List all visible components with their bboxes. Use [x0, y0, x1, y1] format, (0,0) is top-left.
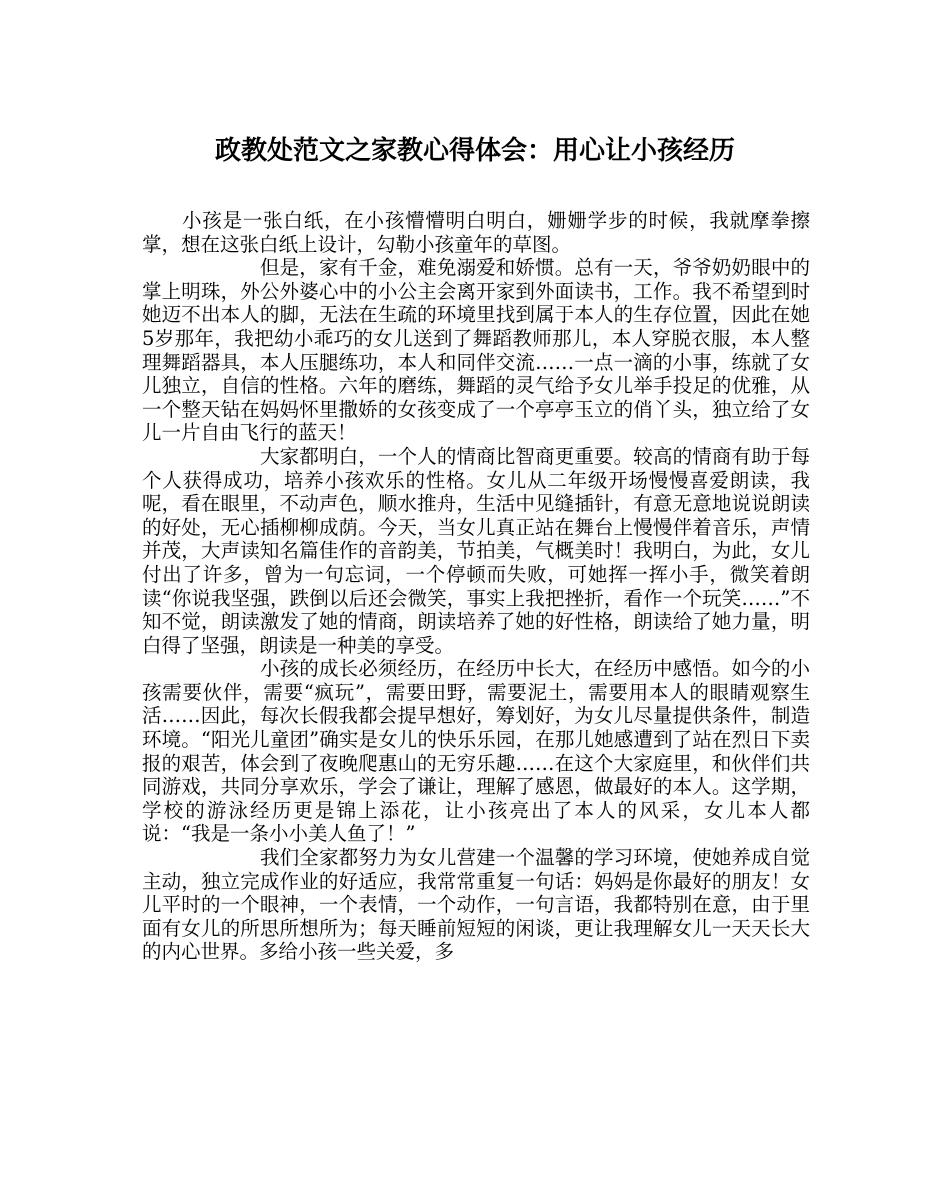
- paragraph-1: 小孩是一张白纸，在小孩懵懵明白明白，姗姗学步的时候，我就摩拳擦掌，想在这张白纸上设计，勾勒小孩童年的草图。: [142, 209, 810, 256]
- paragraph-3: 大家都明白，一个人的情商比智商更重要。较高的情商有助于每个人获得成功，培养小孩欢乐的性格。女儿从二年级开场慢慢喜爱朗读，我呢，看在眼里，不动声色，顺水推舟，生活中见缝插针，有意无意地说说朗读的好处，无心插柳柳成荫。今天，当女儿真正站在舞台上慢慢伴着音乐，声情并茂，大声读知名篇佳作的音韵美，节拍美，气概美时！我明白，为此，女儿付出了许多，曾为一句忘词，一个停顿而失败，可她挥一挥小手，微笑着朗读“你说我坚强，跌倒以后还会微笑，事实上我把挫折，看作一个玩笑……”不知不觉，朗读激发了她的情商，朗读培养了她的好性格，朗读给了她力量，明白得了坚强，朗读是一种美的享受。: [142, 444, 810, 657]
- document-title: 政教处范文之家教心得体会：用心让小孩经历: [214, 136, 735, 166]
- paragraph-5: 我们全家都努力为女儿营建一个温馨的学习环境，使她养成自觉主动，独立完成作业的好适应，我常常重复一句话：妈妈是你最好的朋友！女儿平时的一个眼神，一个表情，一个动作，一句言语，我都特别在意，由于里面有女儿的所思所想所为；每天睡前短短的闲谈，更让我理解女儿一天天长大的内心世界。多给小孩一些关爱，多: [142, 846, 810, 964]
- document-body: [142, 209, 810, 964]
- paragraph-4: 小孩的成长必须经历，在经历中长大，在经历中感悟。如今的小孩需要伙伴，需要“疯玩”，需要田野，需要泥土，需要用本人的眼睛观察生活……因此，每次长假我都会提早想好，筹划好，为女儿尽量提供条件，制造环境。“阳光儿童团”确实是女儿的快乐乐园，在那儿她感遭到了站在烈日下卖报的艰苦，体会到了夜晚爬惠山的无穷乐趣……在这个大家庭里，和伙伴们共同游戏，共同分享欢乐，学会了谦让，理解了感恩，做最好的本人。这学期，学校的游泳经历更是锦上添花，让小孩亮出了本人的风采，女儿本人都说：“我是一条小小美人鱼了！”: [142, 657, 810, 846]
- paragraph-2: 但是，家有千金，难免溺爱和娇惯。总有一天，爷爷奶奶眼中的掌上明珠，外公外婆心中的小公主会离开家到外面读书，工作。我不希望到时她迈不出本人的脚，无法在生疏的环境里找到属于本人的生存位置，因此在她5岁那年，我把幼小乖巧的女儿送到了舞蹈教师那儿，本人穿脱衣服，本人整理舞蹈器具，本人压腿练功，本人和同伴交流……一点一滴的小事，练就了女儿独立，自信的性格。六年的磨练，舞蹈的灵气给予女儿举手投足的优雅，从一个整天钻在妈妈怀里撒娇的女孩变成了一个亭亭玉立的俏丫头，独立给了女儿一片自由飞行的蓝天！: [142, 256, 810, 445]
